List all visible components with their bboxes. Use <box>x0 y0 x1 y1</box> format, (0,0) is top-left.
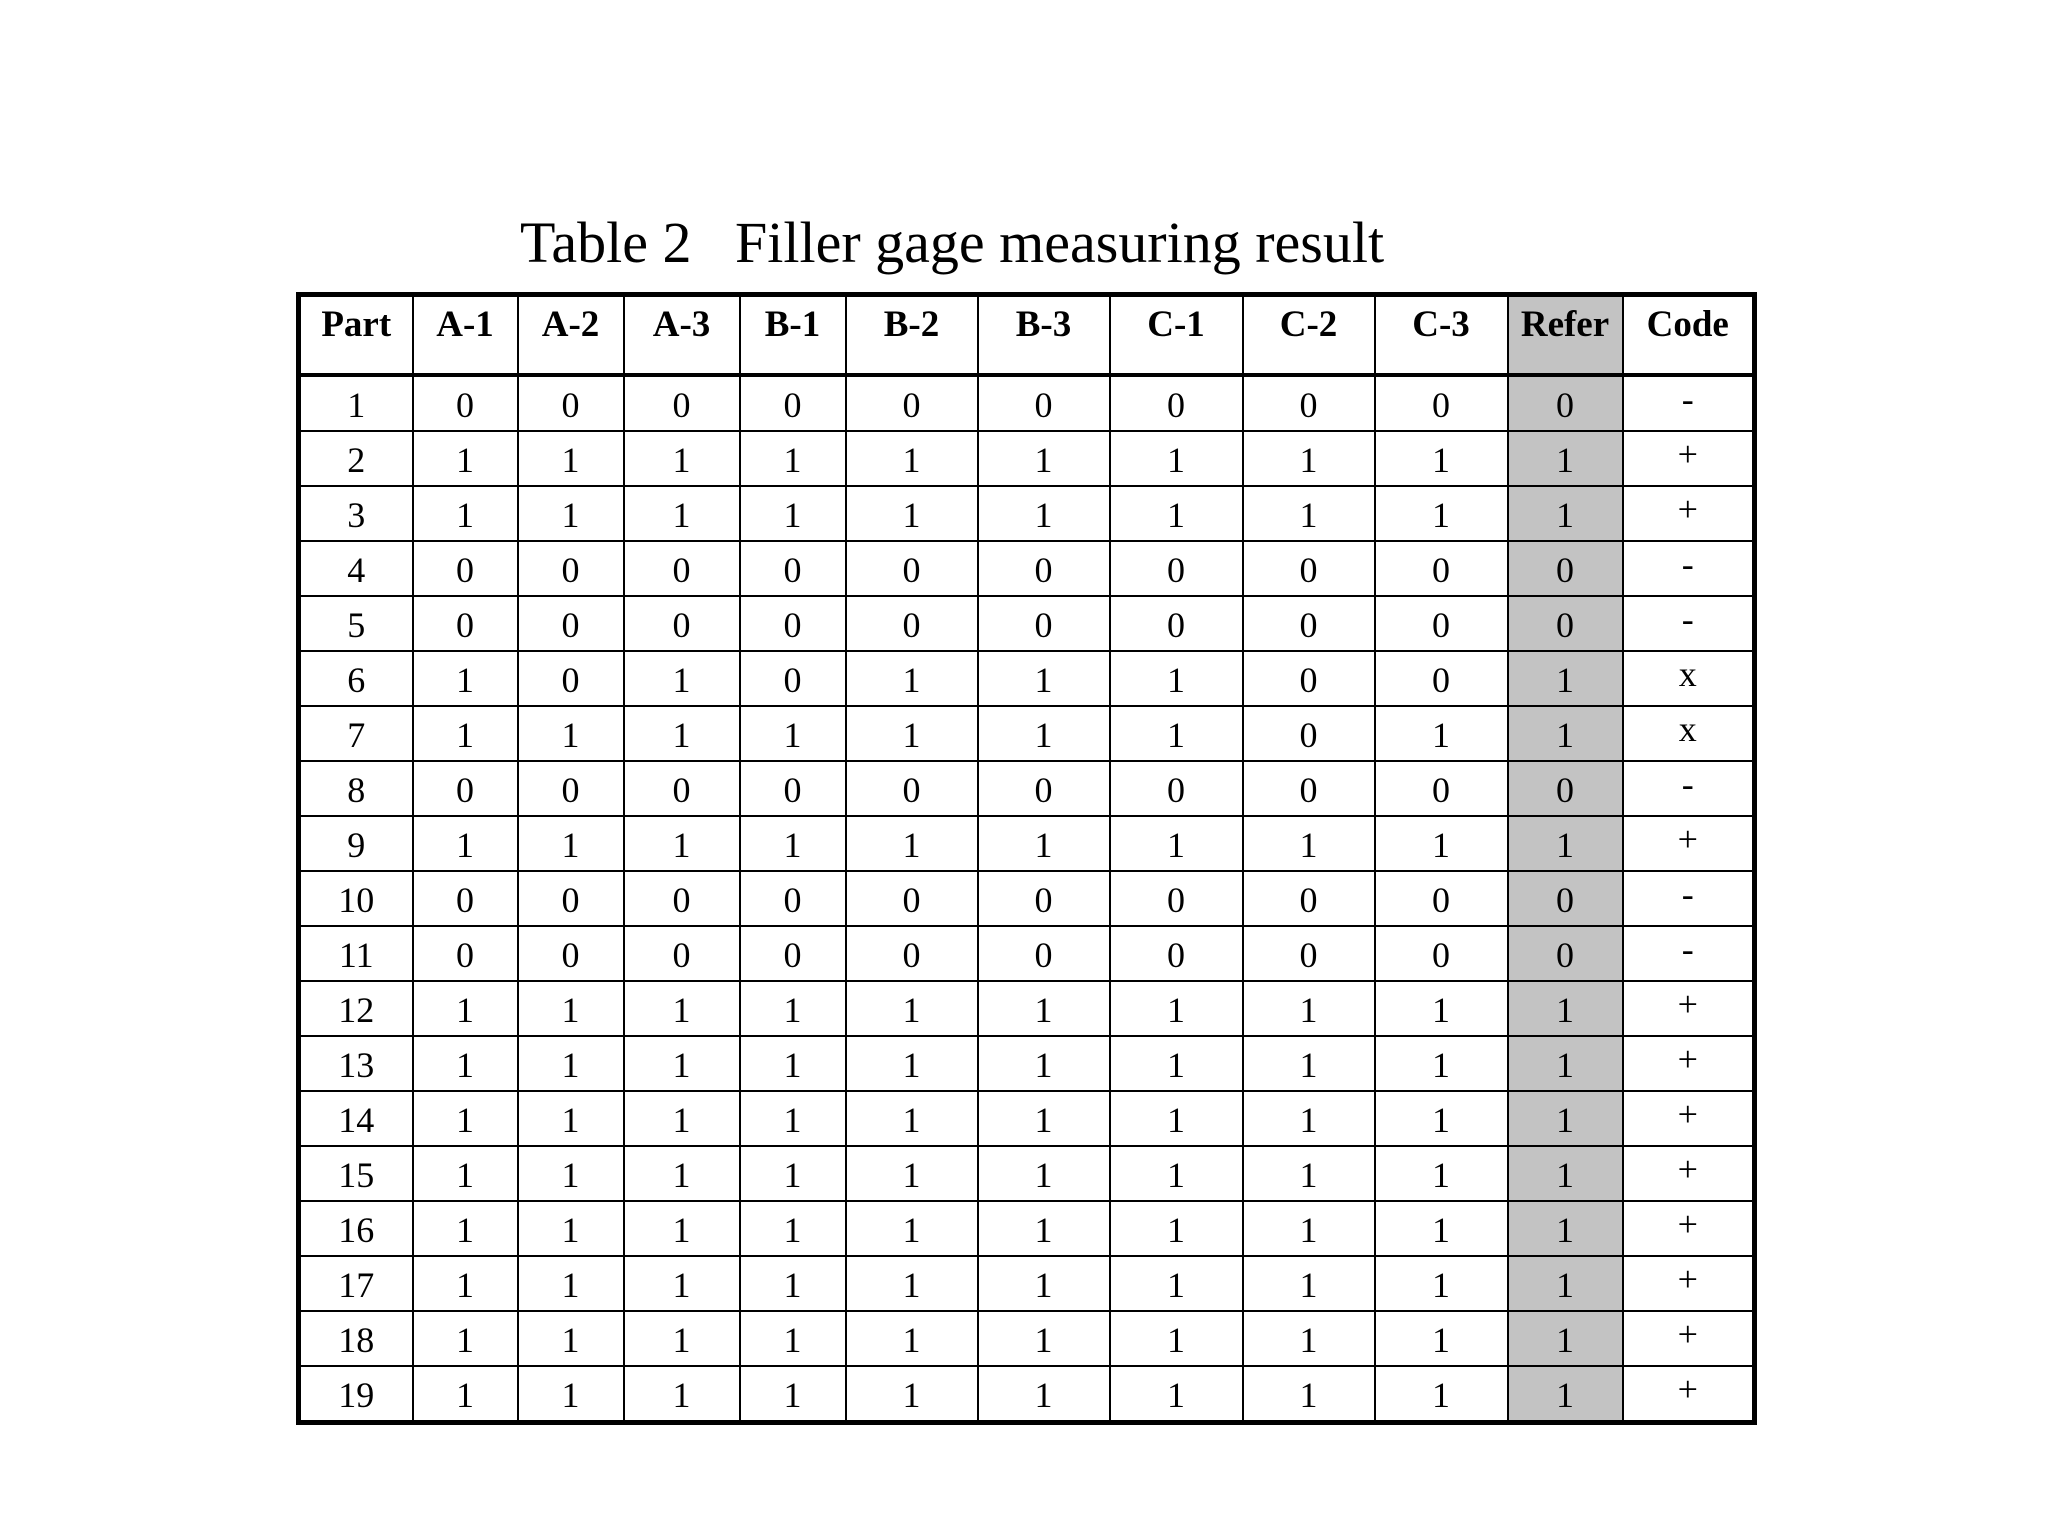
table-cell: 1 <box>846 816 978 871</box>
table-cell: 0 <box>1508 926 1623 981</box>
table-cell: 1 <box>413 651 518 706</box>
table-cell: 13 <box>299 1036 413 1091</box>
table-cell: 1 <box>740 1256 846 1311</box>
table-cell: 0 <box>1110 926 1243 981</box>
table-cell: 1 <box>978 1256 1110 1311</box>
column-header: Code <box>1623 295 1755 376</box>
table-cell: 0 <box>1110 375 1243 431</box>
table-cell: 1 <box>978 1091 1110 1146</box>
column-header: B-2 <box>846 295 978 376</box>
table-cell: 2 <box>299 431 413 486</box>
table-cell: + <box>1623 1091 1755 1146</box>
table-cell: 0 <box>846 375 978 431</box>
table-cell: 0 <box>1375 761 1508 816</box>
table-cell: - <box>1623 541 1755 596</box>
table-cell: 1 <box>1508 431 1623 486</box>
table-cell: 0 <box>740 596 846 651</box>
table-row <box>299 926 1755 981</box>
table-cell: + <box>1623 1366 1755 1423</box>
table-cell: 15 <box>299 1146 413 1201</box>
table-cell: 1 <box>740 1366 846 1423</box>
table-header <box>299 295 1755 376</box>
table-cell: 5 <box>299 596 413 651</box>
table-row <box>299 871 1755 926</box>
table-cell: 1 <box>624 1146 740 1201</box>
table-cell: 1 <box>740 486 846 541</box>
table-cell: 1 <box>624 1091 740 1146</box>
table-cell: + <box>1623 816 1755 871</box>
column-header: Refer <box>1508 295 1623 376</box>
table-cell: + <box>1623 1256 1755 1311</box>
table-cell: 0 <box>1243 596 1375 651</box>
table-cell: 1 <box>413 706 518 761</box>
column-header: A-1 <box>413 295 518 376</box>
table-cell: 0 <box>978 871 1110 926</box>
table-cell: 1 <box>1110 1201 1243 1256</box>
table-cell: 0 <box>1243 541 1375 596</box>
table-cell: 1 <box>1243 816 1375 871</box>
table-cell: 0 <box>518 926 624 981</box>
table-cell: + <box>1623 1146 1755 1201</box>
table-cell: 18 <box>299 1311 413 1366</box>
table-cell: 0 <box>846 926 978 981</box>
table-cell: 1 <box>846 486 978 541</box>
table-cell: 1 <box>624 486 740 541</box>
table-body <box>299 375 1755 1423</box>
table-cell: 1 <box>413 1146 518 1201</box>
table-cell: 1 <box>1110 816 1243 871</box>
table-cell: 0 <box>413 761 518 816</box>
table-cell: 0 <box>1243 706 1375 761</box>
table-cell: 0 <box>413 871 518 926</box>
table-cell: 1 <box>1508 1366 1623 1423</box>
table-cell: 0 <box>518 651 624 706</box>
table-cell: 0 <box>1508 761 1623 816</box>
table-cell: 1 <box>978 651 1110 706</box>
table-cell: 7 <box>299 706 413 761</box>
table-row <box>299 596 1755 651</box>
table-cell: 0 <box>1508 375 1623 431</box>
table-cell: 1 <box>846 1036 978 1091</box>
table-cell: - <box>1623 871 1755 926</box>
table-cell: 0 <box>1375 596 1508 651</box>
table-cell: 1 <box>740 1036 846 1091</box>
table-cell: 1 <box>1375 1036 1508 1091</box>
table-cell: 1 <box>978 431 1110 486</box>
table-cell: 0 <box>740 761 846 816</box>
table-cell: 1 <box>1508 1256 1623 1311</box>
table-cell: 0 <box>1243 651 1375 706</box>
table-cell: 1 <box>624 651 740 706</box>
table-cell: 0 <box>1243 761 1375 816</box>
table-cell: 10 <box>299 871 413 926</box>
table-cell: 1 <box>1243 1036 1375 1091</box>
table-cell: - <box>1623 375 1755 431</box>
table-cell: 1 <box>1110 651 1243 706</box>
table-cell: 0 <box>624 375 740 431</box>
table-cell: 1 <box>846 1091 978 1146</box>
table-cell: 0 <box>1243 926 1375 981</box>
table-cell: 1 <box>1110 706 1243 761</box>
table-cell: 1 <box>1243 1091 1375 1146</box>
table-cell: 1 <box>1508 1201 1623 1256</box>
table-row <box>299 1311 1755 1366</box>
table-cell: 0 <box>846 761 978 816</box>
table-row <box>299 981 1755 1036</box>
table-cell: 14 <box>299 1091 413 1146</box>
column-header: A-2 <box>518 295 624 376</box>
table-cell: 0 <box>1243 375 1375 431</box>
table-cell: 1 <box>846 1366 978 1423</box>
table-cell: 1 <box>518 431 624 486</box>
table-cell: 1 <box>1508 1311 1623 1366</box>
table-cell: 1 <box>1508 486 1623 541</box>
table-cell: 1 <box>978 1036 1110 1091</box>
table-cell: 1 <box>740 981 846 1036</box>
table-cell: 1 <box>518 1256 624 1311</box>
table-cell: 1 <box>518 1036 624 1091</box>
table-row <box>299 1366 1755 1423</box>
table-cell: 1 <box>978 486 1110 541</box>
table-cell: 1 <box>624 1256 740 1311</box>
table-cell: 0 <box>1375 375 1508 431</box>
table-cell: 0 <box>518 761 624 816</box>
table-cell: 1 <box>978 1201 1110 1256</box>
table-cell: 3 <box>299 486 413 541</box>
table-cell: 1 <box>624 431 740 486</box>
table-row <box>299 761 1755 816</box>
table-cell: 1 <box>1508 706 1623 761</box>
table-cell: 1 <box>740 1311 846 1366</box>
table-cell: 1 <box>740 1146 846 1201</box>
table-row <box>299 541 1755 596</box>
table-cell: 1 <box>1110 486 1243 541</box>
table-cell: 1 <box>624 816 740 871</box>
table-cell: 1 <box>1375 816 1508 871</box>
table-cell: 1 <box>624 1036 740 1091</box>
column-header: C-3 <box>1375 295 1508 376</box>
table-cell: - <box>1623 761 1755 816</box>
table-cell: 1 <box>1110 1366 1243 1423</box>
table-cell: 0 <box>624 596 740 651</box>
table-cell: 1 <box>518 706 624 761</box>
table-cell: 1 <box>740 816 846 871</box>
table-cell: 1 <box>846 1201 978 1256</box>
table-cell: 1 <box>1508 981 1623 1036</box>
table-cell: 1 <box>1375 1366 1508 1423</box>
table-cell: 1 <box>846 651 978 706</box>
table-row <box>299 375 1755 431</box>
table-cell: 1 <box>740 1091 846 1146</box>
table-cell: + <box>1623 486 1755 541</box>
table-cell: 1 <box>413 1036 518 1091</box>
table-cell: 1 <box>1110 431 1243 486</box>
table-cell: 1 <box>846 1311 978 1366</box>
table-cell: x <box>1623 651 1755 706</box>
table-cell: 1 <box>1110 1256 1243 1311</box>
table-caption: Table 2 Filler gage measuring result <box>520 210 1385 275</box>
table-cell: 1 <box>1375 981 1508 1036</box>
table-cell: 0 <box>1110 596 1243 651</box>
table-cell: 0 <box>1243 871 1375 926</box>
table-cell: 1 <box>1375 1091 1508 1146</box>
table-row <box>299 486 1755 541</box>
table-cell: 1 <box>978 1146 1110 1201</box>
column-header: B-1 <box>740 295 846 376</box>
table-cell: 1 <box>1375 1201 1508 1256</box>
table-cell: 1 <box>978 1311 1110 1366</box>
table-cell: + <box>1623 1201 1755 1256</box>
table-cell: 1 <box>413 981 518 1036</box>
table-cell: 1 <box>413 1311 518 1366</box>
table-cell: 0 <box>846 871 978 926</box>
table-cell: 1 <box>624 981 740 1036</box>
table-cell: 1 <box>1508 816 1623 871</box>
table-cell: 1 <box>846 706 978 761</box>
table-cell: - <box>1623 926 1755 981</box>
table-cell: + <box>1623 981 1755 1036</box>
table-cell: 1 <box>413 1256 518 1311</box>
header-row <box>299 295 1755 376</box>
table-cell: 1 <box>1508 1036 1623 1091</box>
table-cell: 1 <box>1243 1256 1375 1311</box>
table-row <box>299 651 1755 706</box>
table-cell: 1 <box>518 1201 624 1256</box>
table-cell: 1 <box>1508 651 1623 706</box>
table-cell: 1 <box>1110 1146 1243 1201</box>
table-cell: + <box>1623 1036 1755 1091</box>
measurement-table <box>296 292 1757 1425</box>
table-cell: 9 <box>299 816 413 871</box>
table-cell: 1 <box>1110 1036 1243 1091</box>
table-cell: 0 <box>740 541 846 596</box>
table-cell: 1 <box>518 1366 624 1423</box>
table-cell: 0 <box>413 375 518 431</box>
table-cell: 0 <box>1110 541 1243 596</box>
table-cell: 1 <box>978 706 1110 761</box>
table-cell: 1 <box>1110 1091 1243 1146</box>
table-cell: 1 <box>1508 1146 1623 1201</box>
column-header: Part <box>299 295 413 376</box>
table-cell: + <box>1623 1311 1755 1366</box>
table-cell: 1 <box>1508 1091 1623 1146</box>
table-cell: 0 <box>1375 651 1508 706</box>
table-cell: 0 <box>740 926 846 981</box>
table-cell: 1 <box>1243 981 1375 1036</box>
table-cell: 6 <box>299 651 413 706</box>
table-row <box>299 1146 1755 1201</box>
table-cell: 1 <box>518 981 624 1036</box>
table-cell: 1 <box>518 1311 624 1366</box>
table-row <box>299 431 1755 486</box>
table-cell: 1 <box>1243 486 1375 541</box>
table-cell: 0 <box>846 596 978 651</box>
column-header: A-3 <box>624 295 740 376</box>
table-cell: 0 <box>1110 761 1243 816</box>
table-cell: 1 <box>413 1091 518 1146</box>
table-cell: 0 <box>624 541 740 596</box>
table-cell: 1 <box>624 1311 740 1366</box>
table-cell: 1 <box>1375 1311 1508 1366</box>
table-cell: 1 <box>518 1091 624 1146</box>
table-cell: - <box>1623 596 1755 651</box>
table-cell: 1 <box>846 1256 978 1311</box>
table-cell: + <box>1623 431 1755 486</box>
table-cell: 1 <box>518 816 624 871</box>
table-cell: 1 <box>1243 1201 1375 1256</box>
table-cell: 0 <box>518 541 624 596</box>
table-cell: 1 <box>1243 1311 1375 1366</box>
table-cell: 0 <box>413 596 518 651</box>
table-cell: 1 <box>624 1366 740 1423</box>
table-cell: 0 <box>978 541 1110 596</box>
table-cell: 11 <box>299 926 413 981</box>
table-cell: 1 <box>299 375 413 431</box>
table-cell: 0 <box>846 541 978 596</box>
table-cell: 16 <box>299 1201 413 1256</box>
table-cell: 12 <box>299 981 413 1036</box>
table-cell: 1 <box>740 431 846 486</box>
table-cell: 0 <box>1508 541 1623 596</box>
table-cell: 1 <box>413 1201 518 1256</box>
table-cell: 1 <box>846 431 978 486</box>
table-cell: 0 <box>624 761 740 816</box>
table-cell: 0 <box>1508 871 1623 926</box>
table-cell: 0 <box>978 375 1110 431</box>
table-row <box>299 1201 1755 1256</box>
table-cell: 0 <box>413 541 518 596</box>
table-cell: 1 <box>1375 431 1508 486</box>
table-cell: 1 <box>1243 1146 1375 1201</box>
table-cell: 1 <box>740 1201 846 1256</box>
table-cell: 1 <box>978 981 1110 1036</box>
table-row <box>299 706 1755 761</box>
table-cell: 0 <box>1375 541 1508 596</box>
table-cell: 1 <box>1375 486 1508 541</box>
table-cell: 1 <box>413 431 518 486</box>
table-cell: 1 <box>518 486 624 541</box>
table-cell: 4 <box>299 541 413 596</box>
table-cell: 1 <box>978 816 1110 871</box>
table-cell: 1 <box>413 1366 518 1423</box>
table-cell: 1 <box>1375 1146 1508 1201</box>
table-cell: 1 <box>1243 1366 1375 1423</box>
table-row <box>299 1256 1755 1311</box>
table-cell: 0 <box>518 375 624 431</box>
table-cell: 0 <box>1375 871 1508 926</box>
table-row <box>299 1091 1755 1146</box>
table-cell: 1 <box>846 981 978 1036</box>
table-cell: 17 <box>299 1256 413 1311</box>
table-cell: 0 <box>740 871 846 926</box>
table-cell: 0 <box>624 871 740 926</box>
table-cell: 8 <box>299 761 413 816</box>
table-cell: 0 <box>413 926 518 981</box>
table-cell: 0 <box>1508 596 1623 651</box>
table-cell: 1 <box>740 706 846 761</box>
table-cell: 1 <box>518 1146 624 1201</box>
column-header: B-3 <box>978 295 1110 376</box>
table-cell: 1 <box>1110 1311 1243 1366</box>
table-cell: 0 <box>624 926 740 981</box>
table-cell: 0 <box>518 596 624 651</box>
table-cell: 1 <box>1375 1256 1508 1311</box>
table-cell: 19 <box>299 1366 413 1423</box>
table-cell: 1 <box>624 1201 740 1256</box>
table-cell: 1 <box>1243 431 1375 486</box>
table-cell: 0 <box>978 596 1110 651</box>
table-cell: 0 <box>740 375 846 431</box>
table-cell: 0 <box>978 761 1110 816</box>
column-header: C-1 <box>1110 295 1243 376</box>
table-row <box>299 816 1755 871</box>
table-cell: 1 <box>846 1146 978 1201</box>
table-cell: 0 <box>1375 926 1508 981</box>
table-cell: 1 <box>624 706 740 761</box>
table-cell: 0 <box>518 871 624 926</box>
table-row <box>299 1036 1755 1091</box>
table-cell: 0 <box>1110 871 1243 926</box>
table-cell: 0 <box>740 651 846 706</box>
table-cell: 1 <box>978 1366 1110 1423</box>
table-cell: x <box>1623 706 1755 761</box>
column-header: C-2 <box>1243 295 1375 376</box>
table-cell: 1 <box>1110 981 1243 1036</box>
table-cell: 1 <box>1375 706 1508 761</box>
table-cell: 1 <box>413 816 518 871</box>
table-cell: 0 <box>978 926 1110 981</box>
table-cell: 1 <box>413 486 518 541</box>
